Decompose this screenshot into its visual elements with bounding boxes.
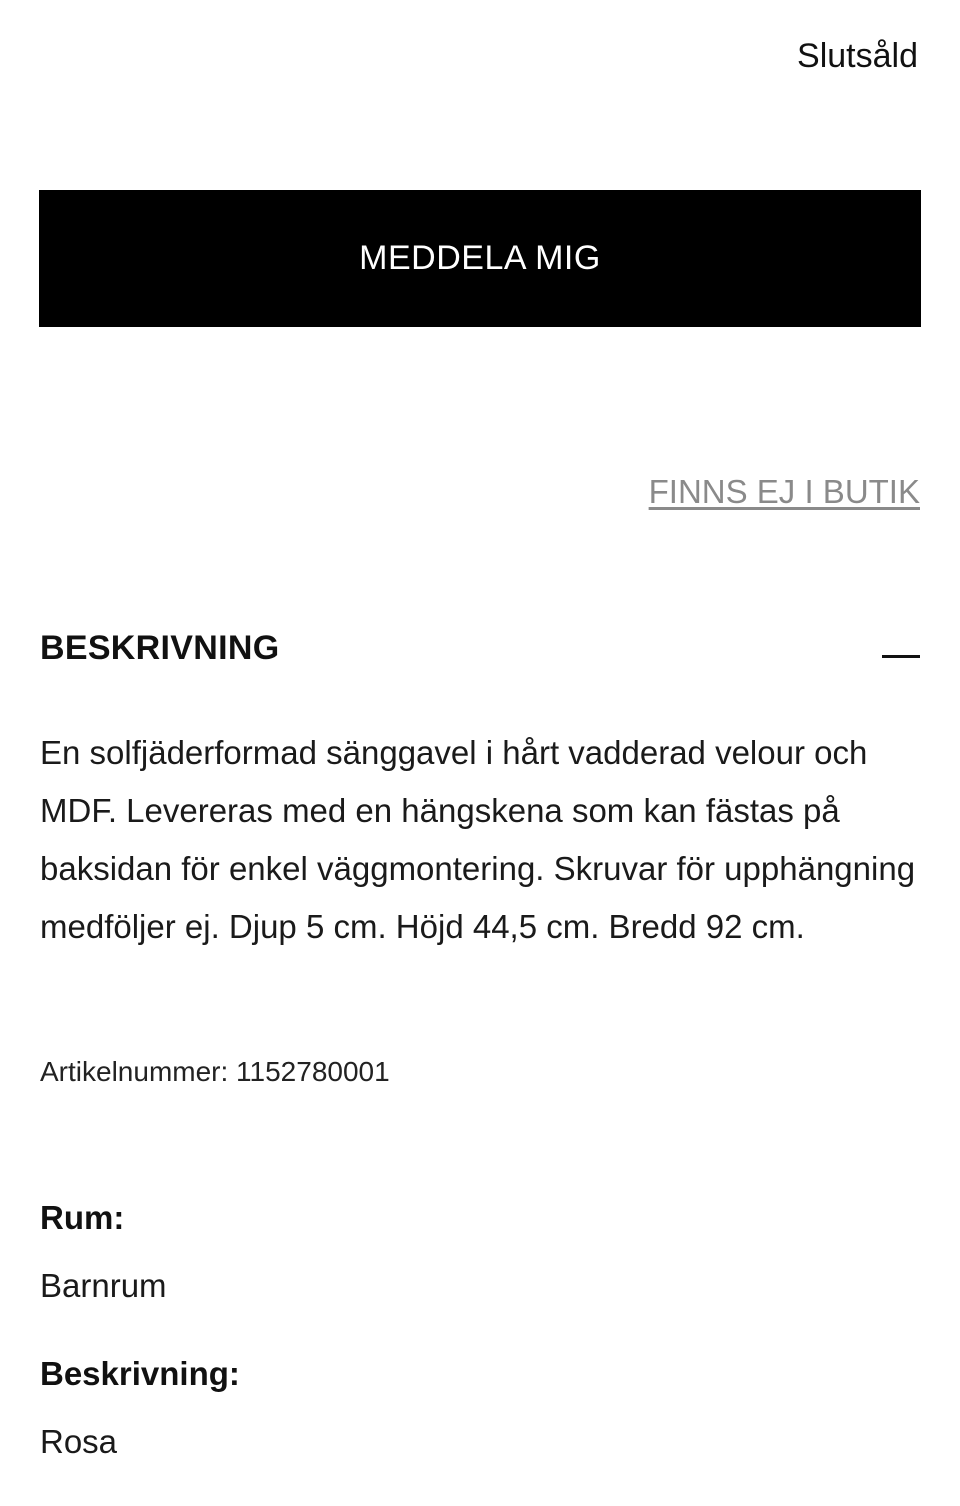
description-text: En solfjäderformad sänggavel i hårt vadderad velour och MDF. Levereras med en hängskena som kan fästas på baksidan för enkel väggmontering. Skruvar för upphängning medföljer ej. Djup 5 cm. Höjd 44,5 cm. Bredd 92 cm.	[40, 734, 916, 945]
room-label: Rum:	[40, 1199, 125, 1236]
color-description-label: Beskrivning:	[40, 1355, 240, 1392]
color-description-value: Rosa	[40, 1423, 118, 1460]
notify-me-button[interactable]: MEDDELA MIG	[39, 190, 921, 327]
description-section-title: BESKRIVNING	[40, 628, 280, 667]
store-availability-link[interactable]: FINNS EJ I BUTIK	[648, 473, 920, 510]
room-value: Barnrum	[40, 1267, 167, 1304]
article-number: Artikelnummer: 1152780001	[40, 1056, 390, 1087]
description-accordion-header[interactable]	[40, 620, 921, 676]
minus-icon[interactable]	[881, 633, 921, 663]
stock-status: Slutsåld	[797, 37, 918, 75]
